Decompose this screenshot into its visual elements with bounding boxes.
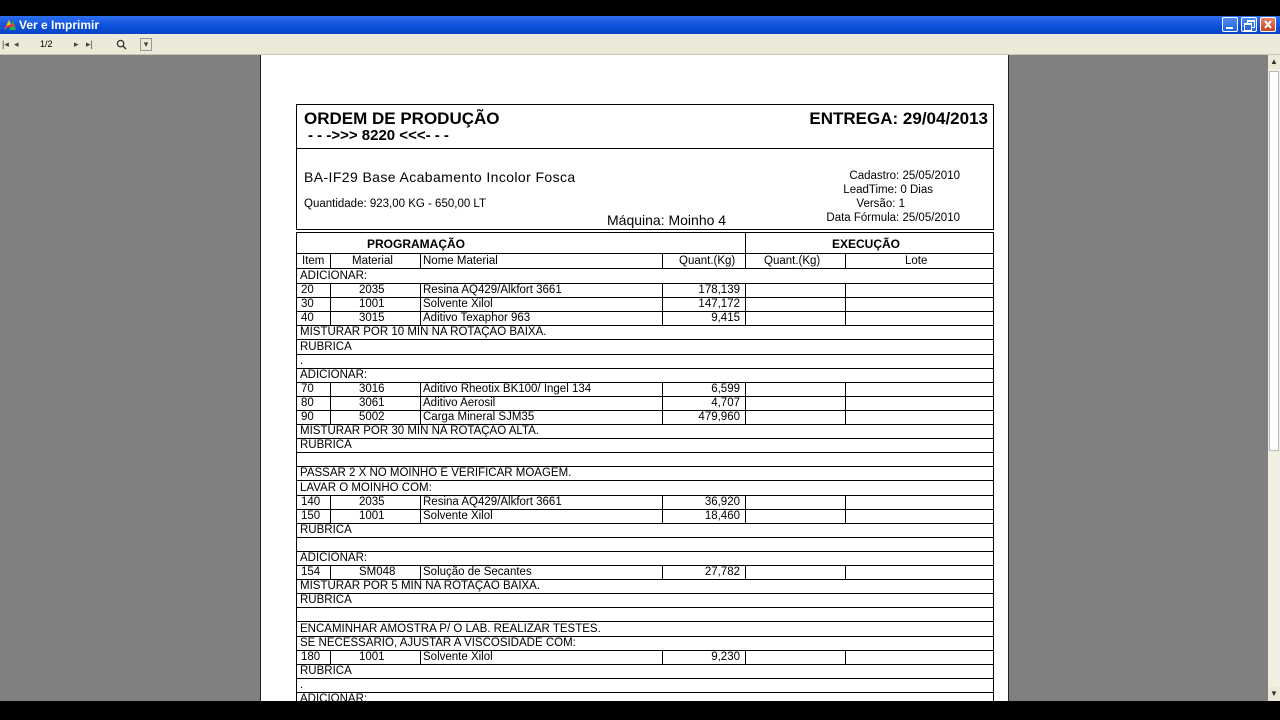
- cell-nome-material: Resina AQ429/Alkfort 3661: [423, 495, 562, 508]
- instruction-text: MISTURAR POR 5 MIN NA ROTAÇÃO BAIXA.: [300, 580, 541, 593]
- table-row: [297, 509, 994, 523]
- product-quantity: Quantidade: 923,00 KG - 650,00 LT: [304, 198, 486, 210]
- scroll-down-icon[interactable]: ▼: [1268, 687, 1280, 701]
- window-title: Ver e Imprimir: [19, 18, 100, 32]
- scroll-thumb[interactable]: [1269, 71, 1279, 451]
- instruction-text: ADICIONAR:: [300, 368, 368, 381]
- col-material: Material: [352, 255, 393, 267]
- table-row: [297, 495, 994, 509]
- instruction-text: RUBRICA: [300, 439, 352, 452]
- report-title: ORDEM DE PRODUÇÃO: [304, 109, 500, 128]
- instruction-text: RUBRICA: [300, 594, 352, 607]
- instruction-row: [297, 593, 994, 607]
- table-row: [297, 565, 994, 579]
- instruction-row: [297, 551, 994, 565]
- cell-material: 5002: [359, 411, 385, 423]
- instruction-row: [297, 622, 994, 636]
- zoom-icon[interactable]: [116, 37, 127, 51]
- cell-material: 1001: [359, 298, 385, 311]
- instruction-text: MISTURAR POR 30 MIN NA ROTAÇÃO ALTA.: [300, 425, 539, 438]
- col-quant-exec: Quant.(Kg): [764, 255, 821, 267]
- exec-quantity-input[interactable]: [746, 396, 845, 410]
- execucao-header: EXECUÇÃO: [832, 237, 901, 251]
- instruction-row: [297, 269, 994, 283]
- screen-bottom-edge: [0, 701, 1280, 720]
- product-info-box: [296, 148, 994, 230]
- vertical-scrollbar[interactable]: [1268, 55, 1280, 701]
- table-row: [297, 410, 994, 424]
- scroll-up-icon[interactable]: ▲: [1268, 55, 1280, 69]
- exec-quantity-input[interactable]: [746, 311, 845, 325]
- instruction-row: [297, 466, 994, 480]
- instruction-row: [297, 340, 994, 354]
- delivery-date: ENTREGA: 29/04/2013: [809, 109, 988, 128]
- formula-date: Data Fórmula: 25/05/2010: [826, 212, 960, 224]
- instruction-text: ADICIONAR:: [300, 552, 368, 564]
- exec-quantity-input[interactable]: [746, 382, 845, 396]
- instruction-row: [297, 424, 994, 438]
- exec-quantity-input[interactable]: [746, 495, 845, 509]
- cell-nome-material: Aditivo Rheotix BK100/ Ingel 134: [423, 382, 592, 395]
- column-header-row: [297, 254, 994, 268]
- product-code-name: BA-IF29 Base Acabamento Incolor Fosca: [304, 169, 576, 185]
- cell-item: 70: [301, 382, 314, 395]
- lote-input[interactable]: [846, 565, 994, 579]
- exec-quantity-input[interactable]: [746, 509, 845, 523]
- cell-nome-material: Solvente Xilol: [423, 509, 493, 522]
- production-table: [296, 232, 994, 701]
- exec-quantity-input[interactable]: [746, 565, 845, 579]
- instruction-row: [297, 368, 994, 382]
- app-icon: [3, 18, 17, 32]
- cell-material: 3015: [359, 312, 385, 325]
- cell-quantity: 4,707: [711, 396, 740, 409]
- programacao-header: PROGRAMAÇÃO: [367, 237, 465, 251]
- instruction-text: .: [300, 678, 304, 691]
- lote-input[interactable]: [846, 650, 994, 664]
- lote-input[interactable]: [846, 410, 994, 424]
- cell-quantity: 6,599: [711, 382, 740, 395]
- lote-input[interactable]: [846, 495, 994, 509]
- instruction-text: RUBRICA: [300, 664, 352, 677]
- window-titlebar: [0, 16, 1280, 34]
- cadastro-date: Cadastro: 25/05/2010: [849, 170, 960, 182]
- exec-quantity-input[interactable]: [746, 410, 845, 424]
- instruction-row: [297, 452, 994, 466]
- cell-item: 180: [301, 650, 321, 663]
- cell-material: SM048: [359, 566, 396, 579]
- instruction-text: ADICIONAR:: [300, 270, 368, 282]
- next-page-icon[interactable]: ▸: [74, 39, 79, 49]
- instruction-text: LAVAR O MOINHO COM:: [300, 481, 432, 494]
- instruction-row: [297, 481, 994, 495]
- exec-quantity-input[interactable]: [746, 650, 845, 664]
- cell-nome-material: Solvente Xilol: [423, 298, 493, 311]
- formula-version: Versão: 1: [856, 198, 905, 210]
- cell-material: 3061: [359, 396, 385, 409]
- order-number: - - ->>> 8220 <<<- - -: [308, 127, 449, 144]
- cell-item: 154: [301, 566, 321, 579]
- cell-item: 30: [301, 298, 314, 311]
- lote-input[interactable]: [846, 283, 994, 297]
- cell-quantity: 479,960: [698, 411, 740, 423]
- cell-quantity: 18,460: [704, 509, 740, 522]
- instruction-row: [297, 354, 994, 368]
- lote-input[interactable]: [846, 297, 994, 311]
- viewer-toolbar: [0, 34, 1280, 55]
- table-row: [297, 650, 994, 664]
- cell-material: 1001: [359, 509, 385, 522]
- table-row: [297, 297, 994, 311]
- instruction-row: [297, 636, 994, 650]
- lead-time: LeadTime: 0 Dias: [843, 184, 933, 196]
- cell-nome-material: Carga Mineral SJM35: [423, 411, 535, 423]
- lote-input[interactable]: [846, 396, 994, 410]
- lote-input[interactable]: [846, 311, 994, 325]
- instruction-text: ADICIONAR:: [300, 693, 368, 701]
- cell-quantity: 27,782: [704, 566, 740, 579]
- report-page: [260, 55, 1009, 701]
- cell-item: 80: [301, 396, 314, 409]
- cell-material: 1001: [359, 650, 385, 663]
- page-indicator: 1/2: [40, 39, 53, 49]
- cell-item: 140: [301, 495, 321, 508]
- col-item: Item: [302, 255, 325, 267]
- instruction-text: ENCAMINHAR AMOSTRA P/ O LAB. REALIZAR TESTES.: [300, 622, 601, 635]
- exec-quantity-input[interactable]: [746, 297, 845, 311]
- close-button[interactable]: [1260, 17, 1276, 32]
- cell-quantity: 9,230: [711, 650, 740, 663]
- instruction-row: [297, 523, 994, 537]
- lote-input[interactable]: [846, 382, 994, 396]
- instruction-row: [297, 579, 994, 593]
- cell-quantity: 9,415: [711, 312, 740, 325]
- table-row: [297, 396, 994, 410]
- col-quant-prog: Quant.(Kg): [679, 255, 736, 267]
- instruction-row: [297, 325, 994, 339]
- cell-nome-material: Aditivo Aerosil: [423, 396, 496, 409]
- cell-nome-material: Aditivo Texaphor 963: [423, 312, 531, 325]
- table-row: [297, 311, 994, 325]
- cell-item: 20: [301, 284, 314, 297]
- table-row: [297, 382, 994, 396]
- instruction-text: RUBRICA: [300, 523, 352, 536]
- zoom-dropdown-icon[interactable]: ▾: [140, 38, 152, 51]
- cell-material: 3016: [359, 382, 385, 395]
- cell-material: 2035: [359, 284, 385, 297]
- restore-button[interactable]: [1241, 17, 1257, 32]
- instruction-row: [297, 678, 994, 692]
- col-lote: Lote: [905, 255, 928, 267]
- instruction-text: SE NECESSÁRIO, AJUSTAR A VISCOSIDADE COM:: [300, 636, 576, 649]
- instruction-row: [297, 537, 994, 551]
- instruction-text: RUBRICA: [300, 340, 352, 353]
- table-row: [297, 283, 994, 297]
- minimize-button[interactable]: [1222, 17, 1238, 32]
- machine-label: Máquina: Moinho 4: [607, 212, 727, 228]
- cell-item: 90: [301, 411, 314, 423]
- last-page-icon[interactable]: ▸|: [86, 39, 93, 49]
- report-header-box: [296, 104, 994, 149]
- exec-quantity-input[interactable]: [746, 283, 845, 297]
- cell-quantity: 36,920: [704, 495, 740, 508]
- lote-input[interactable]: [846, 509, 994, 523]
- instruction-text: .: [300, 354, 304, 367]
- first-page-icon[interactable]: |◂: [2, 39, 9, 49]
- cell-item: 150: [301, 509, 321, 522]
- instruction-row: [297, 607, 994, 621]
- instruction-text: PASSAR 2 X NO MOINHO E VERIFICAR MOAGEM.: [300, 467, 572, 480]
- cell-nome-material: Solução de Secantes: [423, 566, 532, 579]
- instruction-row: [297, 664, 994, 678]
- instruction-row: [297, 692, 994, 701]
- cell-material: 2035: [359, 495, 385, 508]
- cell-nome-material: Solvente Xilol: [423, 650, 493, 663]
- previous-page-icon[interactable]: ◂: [14, 39, 19, 49]
- document-viewport: [0, 55, 1268, 701]
- cell-nome-material: Resina AQ429/Alkfort 3661: [423, 284, 562, 297]
- cell-quantity: 147,172: [698, 298, 740, 311]
- cell-quantity: 178,139: [698, 284, 740, 297]
- cell-item: 40: [301, 312, 314, 325]
- instruction-row: [297, 438, 994, 452]
- col-nome-material: Nome Material: [423, 255, 498, 267]
- instruction-text: MISTURAR POR 10 MIN NA ROTAÇÃO BAIXA.: [300, 326, 547, 339]
